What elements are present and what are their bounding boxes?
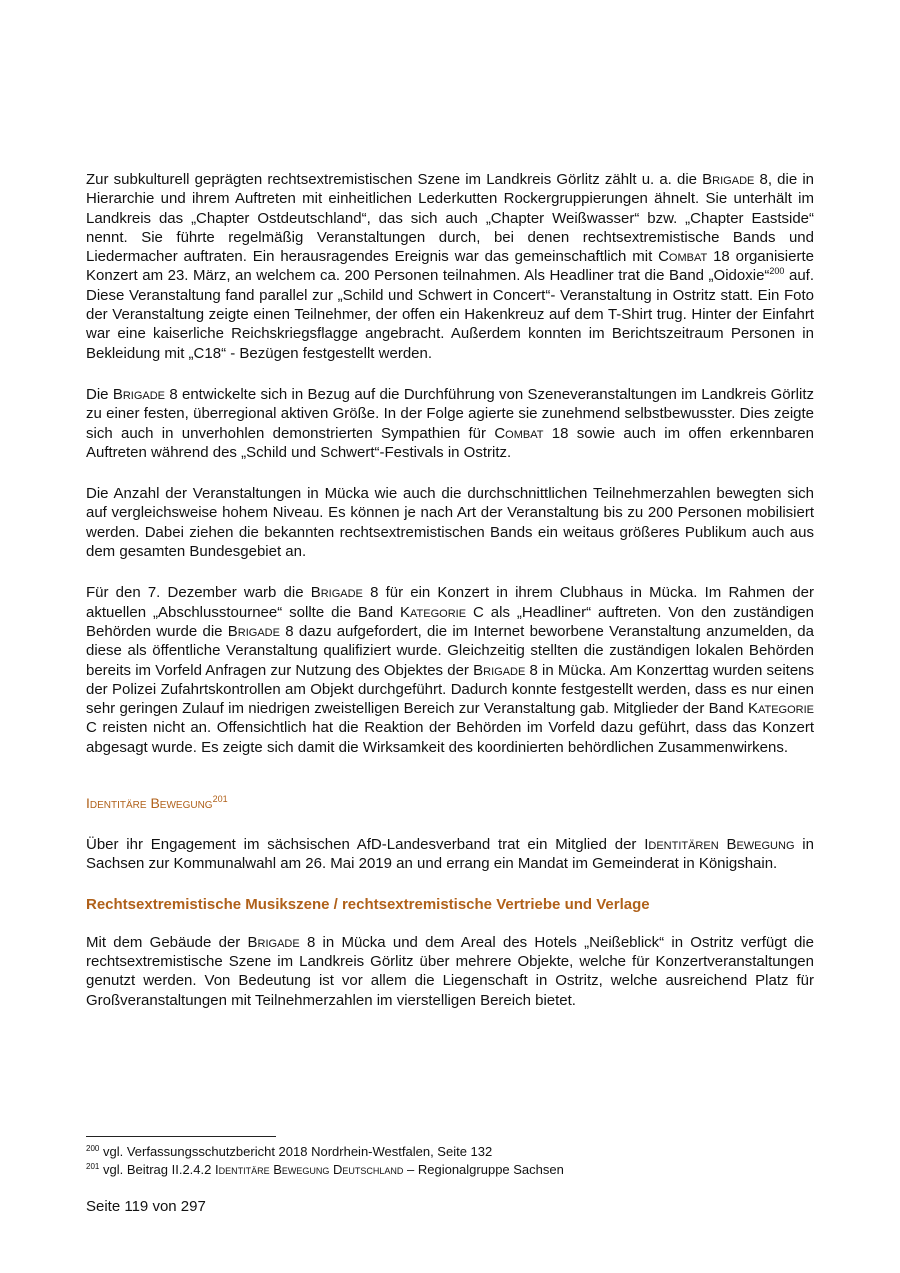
- heading-text: Identitäre Bewegung: [86, 795, 213, 812]
- org-name-brigade: Brigade: [473, 661, 526, 679]
- section-heading-musikszene: Rechtsextremistische Musikszene / rechtsextremistische Vertriebe und Verlage: [86, 895, 650, 913]
- org-name-brigade: Brigade: [247, 933, 300, 951]
- band-name-kategorie: Kategorie: [747, 700, 814, 718]
- org-name-combat: Combat: [658, 248, 708, 266]
- org-name-brigade: Brigade: [112, 385, 166, 403]
- text-run: Die: [86, 385, 113, 403]
- footnote-number: 201: [86, 1162, 100, 1171]
- text-run: 8 dazu aufgefordert, die im Internet beworbene Veranstaltung anzumelden, da diese als öffentliche Veranstaltung qualifiziert wurde. Gleichzeitig stellten die zuständigen lokalen Behörden bereits im Vorfeld Anfragen zur Nutzung des Objektes der: [86, 622, 814, 679]
- org-name-brigade: Brigade: [227, 622, 280, 640]
- paragraph-brigade-8-intro: [86, 170, 814, 363]
- footnotes-section: [86, 1136, 814, 1179]
- band-name-kategorie: Kategorie: [400, 603, 467, 621]
- document-body: [86, 170, 814, 1032]
- org-name-combat: Combat: [494, 424, 544, 442]
- footnote-ref-200[interactable]: 200: [769, 266, 785, 277]
- footnote-text: vgl. Verfassungsschutzbericht 2018 Nordrhein-Westfalen, Seite 132: [99, 1144, 493, 1159]
- text-run: 8 für ein Konzert in ihrem Clubhaus in Mücka. Im Rahmen der aktuellen „Abschlusstournee“ sollte die Band: [86, 584, 814, 621]
- text-run: Über ihr Engagement im sächsischen AfD-Landesverband trat ein Mitglied der: [86, 836, 645, 854]
- footnote-org-name: Identitäre Bewegung Deutschland: [214, 1162, 404, 1177]
- footnote-text: vgl. Beitrag II.2.4.2: [99, 1162, 215, 1177]
- text-run: C reisten nicht an. Offensichtlich hat die Reaktion der Behörden im Vorfeld dazu geführt, dass das Konzert abgesagt wurde. Es zeigte sich damit die Wirksamkeit des koordinierten behördlichen Zusammenwirkens.: [86, 719, 814, 756]
- org-name-identitaere-bewegung: Identitären Bewegung: [644, 836, 795, 854]
- text-run: Mit dem Gebäude der: [86, 933, 248, 951]
- org-name-brigade: Brigade: [310, 584, 363, 602]
- paragraph-identitaere-bewegung: [86, 835, 814, 874]
- footnote-201: [86, 1161, 814, 1179]
- org-name-brigade: Brigade: [702, 171, 755, 188]
- paragraph-musikszene-objects: [86, 933, 814, 1010]
- text-run: 18 organisierte Konzert am 23. März, an welchem ca. 200 Personen teilnahmen. Als Headliner trat die Band „Oidoxie“: [86, 248, 814, 285]
- page-number: Seite 119 von 297: [86, 1198, 206, 1215]
- text-run: C als „Headliner“ auftreten. Von den zuständigen Behörden wurde die: [86, 603, 814, 640]
- footnote-number: 200: [86, 1144, 100, 1153]
- footnote-ref-201[interactable]: 201: [212, 794, 228, 805]
- paragraph-event-count: Die Anzahl der Veranstaltungen in Mücka wie auch die durchschnittlichen Teilnehmerzahlen bewegten sich auf vergleichsweise hohem Niveau. Es können je nach Art der Veranstaltung bis zu 200 Personen mobilisiert werden. Dabei ziehen die bekannten rechtsextremistischen Bands ein weitaus größeres Publikum auch aus dem gesamten Bundesgebiet an.: [86, 485, 814, 561]
- text-run: 8 entwickelte sich in Bezug auf die Durchführung von Szeneveranstaltungen im Landkreis Görlitz zu einer festen, überregional aktiven Größe. In der Folge agierte sie zunehmend selbstbewusster. Dies zeigte sich auch in unverhohlen demonstrierten Sympathien für: [86, 385, 814, 442]
- paragraph-brigade-8-development: [86, 385, 814, 462]
- text-run: 8, die in Hierarchie und ihrem Auftreten mit einheitlichen Lederkutten Rockergruppierungen ähnelt. Sie unterhält im Landkreis das „Chapter Ostdeutschland“, das sich auch „Chapter Weißwasser“ bzw. „Chapter Eastside“ nennt. Sie führte regelmäßig Veranstaltungen durch, bei denen rechtsextremistische Bands und Liedermacher auftraten. Ein herausragendes Ereignis war das gemeinschaftlich mit: [86, 171, 814, 266]
- text-run: Zur subkulturell geprägten rechtsextremistischen Szene im Landkreis Görlitz zählt u. a. die: [86, 171, 703, 188]
- footnote-text: – Regionalgruppe Sachsen: [403, 1162, 564, 1177]
- text-run: auf. Diese Veranstaltung fand parallel zur „Schild und Schwert in Concert“- Veranstaltung in Ostritz statt. Ein Foto der Veranstaltung zeigte einen Teilnehmer, der offen ein Hakenkreuz auf dem T-Shirt trug. Hinter der Einfahrt war eine kaiserliche Reichskriegsflagge angebracht. Außerdem konnten im Berichtszeitraum Personen in Bekleidung mit „C18“ - Bezügen festgestellt werden.: [86, 267, 814, 362]
- footnote-separator: [86, 1136, 276, 1137]
- text-run: 18 sowie auch im offen erkennbaren Auftreten während des „Schild und Schwert“-Festivals in Ostritz.: [86, 424, 814, 461]
- text-run: 8 in Mücka und dem Areal des Hotels „Neißeblick“ in Ostritz verfügt die rechtsextremistische Szene im Landkreis Görlitz über mehrere Objekte, welche für Konzertveranstaltungen genutzt werden. Von Bedeutung ist vor allem die Liegenschaft in Ostritz, welche ausreichend Platz für Großveranstaltungen mit Teilnehmerzahlen im vierstelligen Bereich bietet.: [86, 933, 814, 1009]
- paragraph-concert-december: [86, 583, 814, 757]
- text-run: Für den 7. Dezember warb die: [86, 584, 311, 602]
- text-run: in Sachsen zur Kommunalwahl am 26. Mai 2019 an und errang ein Mandat im Gemeinderat in Königshain.: [86, 836, 814, 873]
- text-run: 8 in Mücka. Am Konzerttag wurden seitens der Polizei Zufahrtskontrollen am Objekt durchgeführt. Dadurch konnte festgestellt werden, dass es nur einen sehr geringen Zulauf im niedrigen zweistelligen Bereich zur Veranstaltung gab. Mitglieder der Band: [86, 661, 815, 718]
- footnote-200: [86, 1143, 814, 1161]
- section-heading-identitaere-bewegung: [86, 795, 814, 811]
